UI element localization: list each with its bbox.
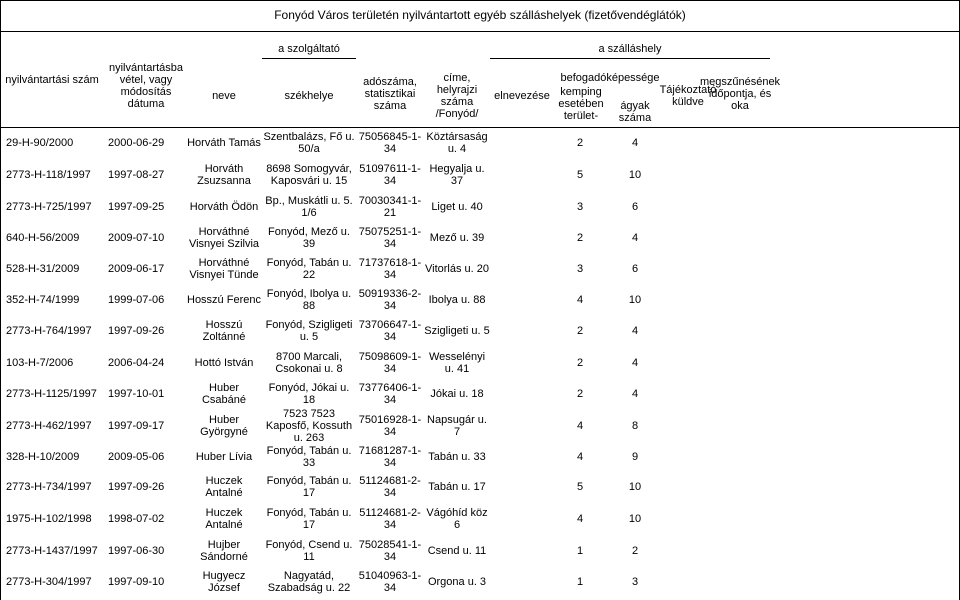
cell-regdate: 1997-09-26 <box>108 325 165 337</box>
cell-tax: 73706647-1-34 <box>358 319 422 343</box>
cell-name: Huber Csabáné <box>201 381 247 406</box>
cell-tax: 75016928-1-34 <box>358 413 422 438</box>
cell-regdate: 2009-07-10 <box>108 231 165 244</box>
cell-address: Vágóhíd köz 6 <box>426 507 488 531</box>
header-info: Tájékoztató küldve <box>659 84 717 108</box>
cell-rooms: 4 <box>576 293 584 306</box>
cell-beds: 9 <box>631 450 639 463</box>
cell-regnum: 528-H-31/2009 <box>6 262 80 275</box>
cell-regdate: 1999-07-06 <box>108 293 165 306</box>
cell-rooms: 2 <box>576 387 584 400</box>
cell-seat: Fonyód, Mező u. 39 <box>268 225 350 250</box>
cell-address: Vitorlás u. 20 <box>424 262 489 275</box>
cell-regdate: 2006-04-24 <box>108 356 165 369</box>
cell-tax: 51097611-1-34 <box>359 162 421 187</box>
cell-tax: 75075251-1-34 <box>358 225 422 250</box>
cell-regdate: 1997-09-25 <box>108 200 165 213</box>
cell-regnum: 2773-H-725/1997 <box>6 200 92 213</box>
cell-regdate: 2009-06-17 <box>108 262 165 275</box>
header-camping: kemping esetében terület- <box>558 86 604 122</box>
grid-line <box>0 31 960 32</box>
cell-regnum: 2773-H-1125/1997 <box>6 387 97 400</box>
cell-rooms: 4 <box>576 419 584 432</box>
cell-regnum: 352-H-74/1999 <box>6 293 80 306</box>
cell-tax: 71681287-1-34 <box>358 444 422 469</box>
header-regnum: nyilvántartási szám <box>5 74 99 86</box>
cell-rooms: 1 <box>576 544 584 557</box>
cell-address: Wesselényi u. 41 <box>428 350 486 375</box>
cell-seat: Fonyód, Tabán u. 33 <box>266 444 352 469</box>
cell-tax: 51124681-2-34 <box>359 507 421 531</box>
cell-beds: 4 <box>631 356 639 369</box>
cell-beds: 4 <box>631 231 639 244</box>
cell-regdate: 1997-09-17 <box>108 419 165 432</box>
cell-seat: 8700 Marcali, Csokonai u. 8 <box>275 350 343 375</box>
cell-tax: 70030341-1-21 <box>358 194 422 219</box>
cell-name: Horváth Zsuzsanna <box>197 162 251 187</box>
cell-seat: Fonyód, Tabán u. 17 <box>266 507 352 531</box>
cell-regdate: 1998-07-02 <box>108 513 165 525</box>
cell-address: Ibolya u. 88 <box>428 293 486 306</box>
cell-seat: Szentbalázs, Fő u. 50/a <box>263 131 355 155</box>
cell-address: Liget u. 40 <box>431 200 483 213</box>
cell-seat: 7523 7523 Kaposfő, Kossuth u. 263 <box>265 407 353 444</box>
cell-address: Hegyalja u. 37 <box>429 162 485 187</box>
cell-regdate: 1997-09-10 <box>108 576 165 588</box>
group-provider: a szolgáltató <box>278 43 340 55</box>
cell-name: Horváthné Visnyei Szilvia <box>188 225 260 250</box>
cell-name: Horváth Ödön <box>189 200 259 213</box>
cell-beds: 8 <box>631 419 639 432</box>
cell-tax: 73776406-1-34 <box>358 381 422 406</box>
cell-regdate: 1997-06-30 <box>108 544 165 557</box>
cell-tax: 75028541-1-34 <box>358 538 422 563</box>
header-capacity: befogadóképessége <box>560 72 660 84</box>
cell-seat: Fonyód, Csend u. 11 <box>265 538 353 563</box>
cell-regnum: 1975-H-102/1998 <box>6 513 92 525</box>
cell-address: Köztársaság u. 4 <box>426 131 488 155</box>
cell-name: Horváth Tamás <box>187 137 261 149</box>
cell-seat: Nagyatád, Szabadság u. 22 <box>267 570 351 594</box>
cell-tax: 75098609-1-34 <box>358 350 422 375</box>
cell-regdate: 1997-09-26 <box>108 481 165 493</box>
grid-line <box>0 0 1 600</box>
cell-tax: 71737618-1-34 <box>358 256 422 281</box>
header-beds: ágyak száma <box>618 100 652 124</box>
cell-rooms: 3 <box>576 200 584 213</box>
cell-name: Hosszú Ferenc <box>187 293 261 306</box>
cell-regnum: 2773-H-1437/1997 <box>6 544 98 557</box>
cell-beds: 4 <box>631 325 639 337</box>
cell-beds: 4 <box>631 137 639 149</box>
grid-line <box>262 58 356 59</box>
cell-beds: 10 <box>628 513 642 525</box>
cell-regnum: 103-H-7/2006 <box>6 356 74 369</box>
header-address: címe, helyrajzi száma /Fonyód/ <box>435 72 479 120</box>
cell-rooms: 4 <box>576 513 584 525</box>
cell-rooms: 2 <box>576 137 584 149</box>
cell-regnum: 328-H-10/2009 <box>6 450 80 463</box>
cell-rooms: 2 <box>576 231 584 244</box>
cell-beds: 4 <box>631 387 639 400</box>
cell-name: Hujber Sándorné <box>200 538 248 563</box>
cell-beds: 6 <box>631 200 639 213</box>
cell-seat: Bp., Muskátli u. 5. 1/6 <box>265 194 353 219</box>
cell-rooms: 2 <box>576 356 584 369</box>
cell-regnum: 2773-H-304/1997 <box>6 576 92 588</box>
cell-regdate: 1997-10-01 <box>108 387 165 400</box>
header-name: neve <box>212 90 236 102</box>
cell-rooms: 1 <box>576 576 584 588</box>
header-seat: székhelye <box>284 90 334 102</box>
cell-address: Szigligeti u. 5 <box>424 325 490 337</box>
cell-address: Jókai u. 18 <box>430 387 484 400</box>
cell-regnum: 2773-H-734/1997 <box>6 481 92 493</box>
cell-beds: 10 <box>628 481 642 493</box>
grid-line <box>490 58 770 59</box>
header-end: megszűnésének időpontja, és oka <box>699 76 781 112</box>
cell-regdate: 1997-08-27 <box>108 168 165 181</box>
cell-name: Huczek Antalné <box>205 475 243 499</box>
cell-address: Mező u. 39 <box>429 231 485 244</box>
cell-beds: 6 <box>631 262 639 275</box>
grid-line <box>0 0 960 1</box>
cell-name: Hosszú Zoltánné <box>202 319 246 343</box>
cell-beds: 10 <box>628 293 642 306</box>
group-lodging: a szálláshely <box>598 43 662 55</box>
cell-beds: 2 <box>631 544 639 557</box>
cell-name: Huczek Antalné <box>205 507 243 531</box>
cell-regnum: 2773-H-764/1997 <box>6 325 92 337</box>
cell-address: Csend u. 11 <box>427 544 487 557</box>
cell-address: Tabán u. 17 <box>428 481 486 493</box>
cell-rooms: 3 <box>576 262 584 275</box>
cell-name: Hottó István <box>194 356 254 369</box>
cell-regnum: 2773-H-462/1997 <box>6 419 92 432</box>
cell-regdate: 2000-06-29 <box>108 137 165 149</box>
cell-tax: 51040963-1-34 <box>358 570 422 594</box>
cell-beds: 10 <box>628 168 642 181</box>
cell-seat: Fonyód, Szigligeti u. 5 <box>265 319 353 343</box>
cell-seat: Fonyód, Ibolya u. 88 <box>266 287 352 312</box>
header-tax: adószáma, statisztikai száma <box>363 76 417 112</box>
cell-address: Orgona u. 3 <box>427 576 487 588</box>
cell-rooms: 2 <box>576 325 584 337</box>
cell-name: Hugyecz József <box>202 570 246 594</box>
cell-regdate: 2009-05-06 <box>108 450 165 463</box>
cell-address: Tabán u. 33 <box>428 450 486 463</box>
cell-seat: Fonyód, Tabán u. 17 <box>266 475 352 499</box>
cell-name: Huber Györgyné <box>200 413 248 438</box>
cell-seat: Fonyód, Jókai u. 18 <box>268 381 350 406</box>
header-lname: elnevezése <box>494 90 550 102</box>
cell-seat: 8698 Somogyvár, Kaposvári u. 15 <box>266 162 352 187</box>
cell-tax: 51124681-2-34 <box>359 475 421 499</box>
sheet-title: Fonyód Város területén nyilvántartott egyéb szálláshelyek (fizetővendéglátók) <box>274 8 686 22</box>
cell-beds: 3 <box>631 576 639 588</box>
cell-regnum: 29-H-90/2000 <box>6 137 74 149</box>
cell-seat: Fonyód, Tabán u. 22 <box>266 256 352 281</box>
header-regdate: nyilvántartásba vétel, vagy módosítás dátuma <box>109 62 183 110</box>
cell-address: Napsugár u. 7 <box>427 413 487 438</box>
cell-rooms: 4 <box>576 450 584 463</box>
cell-regnum: 640-H-56/2009 <box>6 231 80 244</box>
cell-rooms: 5 <box>576 168 584 181</box>
cell-rooms: 5 <box>576 481 584 493</box>
cell-regnum: 2773-H-118/1997 <box>6 168 91 181</box>
cell-tax: 75056845-1-34 <box>358 131 422 155</box>
cell-tax: 50919336-2-34 <box>358 287 422 312</box>
cell-name: Huber Lívia <box>195 450 253 463</box>
cell-name: Horváthné Visnyei Tünde <box>189 256 259 281</box>
